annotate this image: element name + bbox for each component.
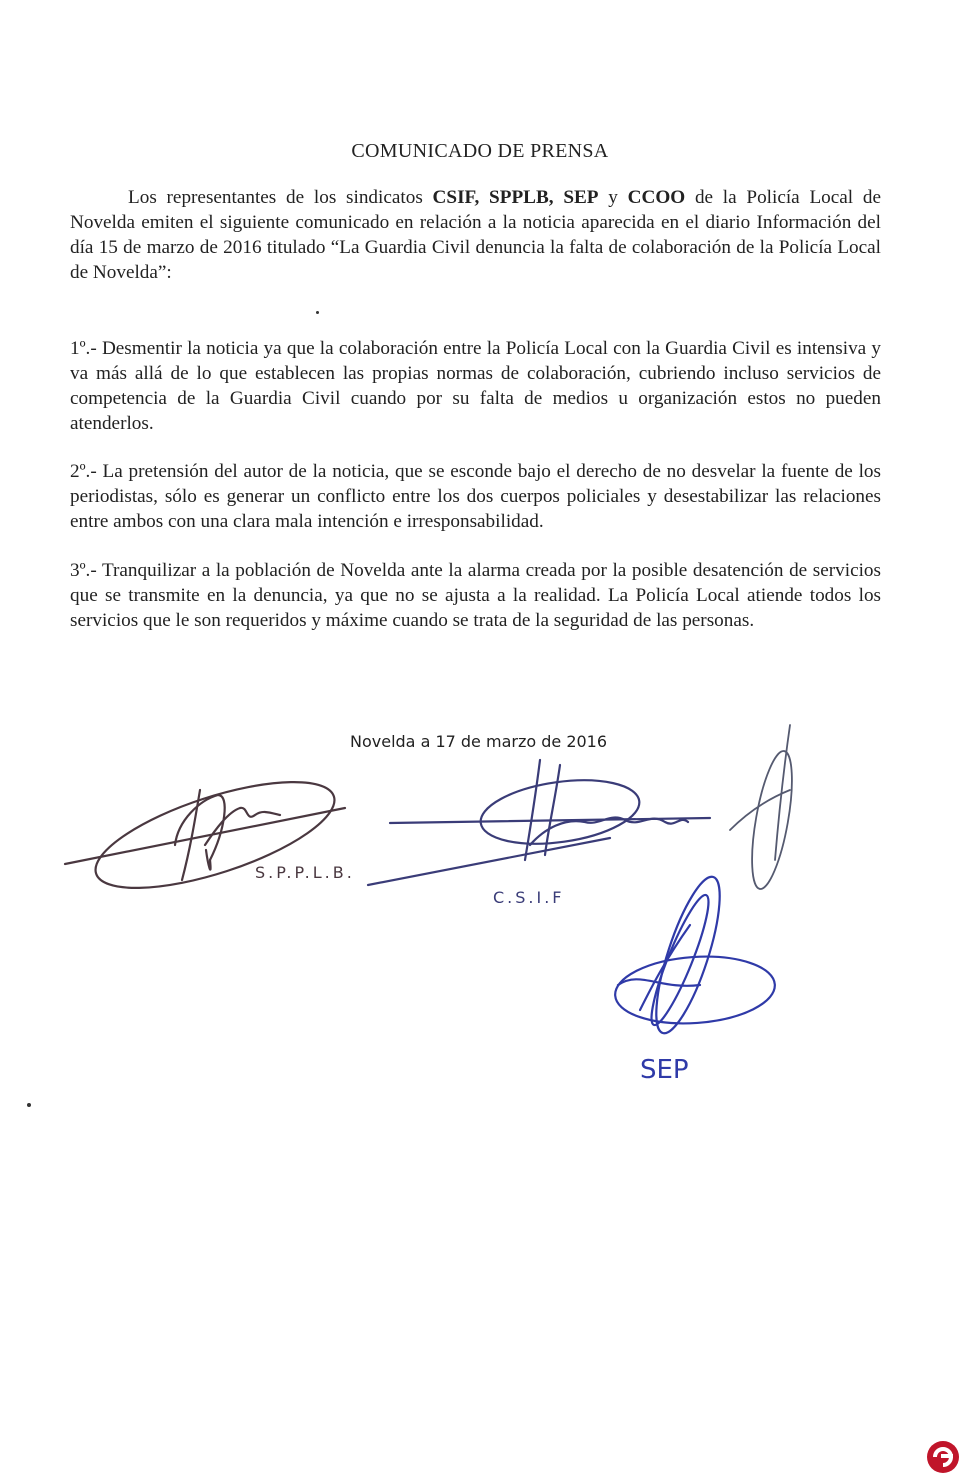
svg-text:C.S.I.F: C.S.I.F bbox=[493, 888, 565, 907]
point-3-paragraph: 3º.- Tranquilizar a la población de Novelda ante la alarma creada por la posible desatención de servicios que se transmite en la denuncia, ya que no se ajusta a la realidad. La Policía Local atiende todos los servicios que le son requeridos y máxime cuando se trata de la seguridad de las personas. bbox=[70, 560, 881, 631]
signature-fourth bbox=[730, 725, 800, 892]
intro-text-post: de la Policía Local de Novelda emiten el siguiente comunicado en relación a la noticia aparecida en el diario Información del día 15 de marzo de 2016 titulado “La Guardia Civil denuncia la falta de colaboración de la Policía Local de Novelda”: bbox=[70, 187, 882, 283]
document-title: COMUNICADO DE PRENSA bbox=[351, 140, 609, 162]
intro-text-mid: y bbox=[598, 187, 628, 208]
svg-text:SEP: SEP bbox=[640, 1055, 689, 1085]
signature-csif bbox=[368, 760, 710, 907]
intro-text-pre: Los representantes de los sindicatos bbox=[128, 187, 433, 208]
intro-unions-a: CSIF, SPPLB, SEP bbox=[432, 187, 599, 208]
signature-sep bbox=[613, 871, 777, 1085]
point-1-paragraph: 1º.- Desmentir la noticia ya que la colaboración entre la Policía Local con la Guardia Civil es intensiva y va más allá de lo que establecen las propias normas de colaboración, cubriendo incluso servicios de competencia de la Guardia Civil cuando por su falta de medios u organización estos no pueden atenderlos. bbox=[70, 338, 881, 434]
signature-spplb bbox=[65, 760, 355, 910]
intro-unions-b: CCOO bbox=[627, 187, 686, 208]
margin-dot bbox=[27, 1103, 31, 1107]
svg-text:S.P.P.L.B.: S.P.P.L.B. bbox=[255, 863, 355, 882]
date-line: Novelda a 17 de marzo de 2016 bbox=[350, 732, 608, 751]
point-2-paragraph: 2º.- La pretensión del autor de la noticia, que se esconde bajo el derecho de no desvelar la fuente de los periodistas, sólo es generar un conflicto entre los dos cuerpos policiales y desestabilizar las relaciones entre ambos con una clara mala intención e irresponsabilidad. bbox=[70, 461, 881, 532]
publisher-logo-icon bbox=[926, 1440, 960, 1474]
